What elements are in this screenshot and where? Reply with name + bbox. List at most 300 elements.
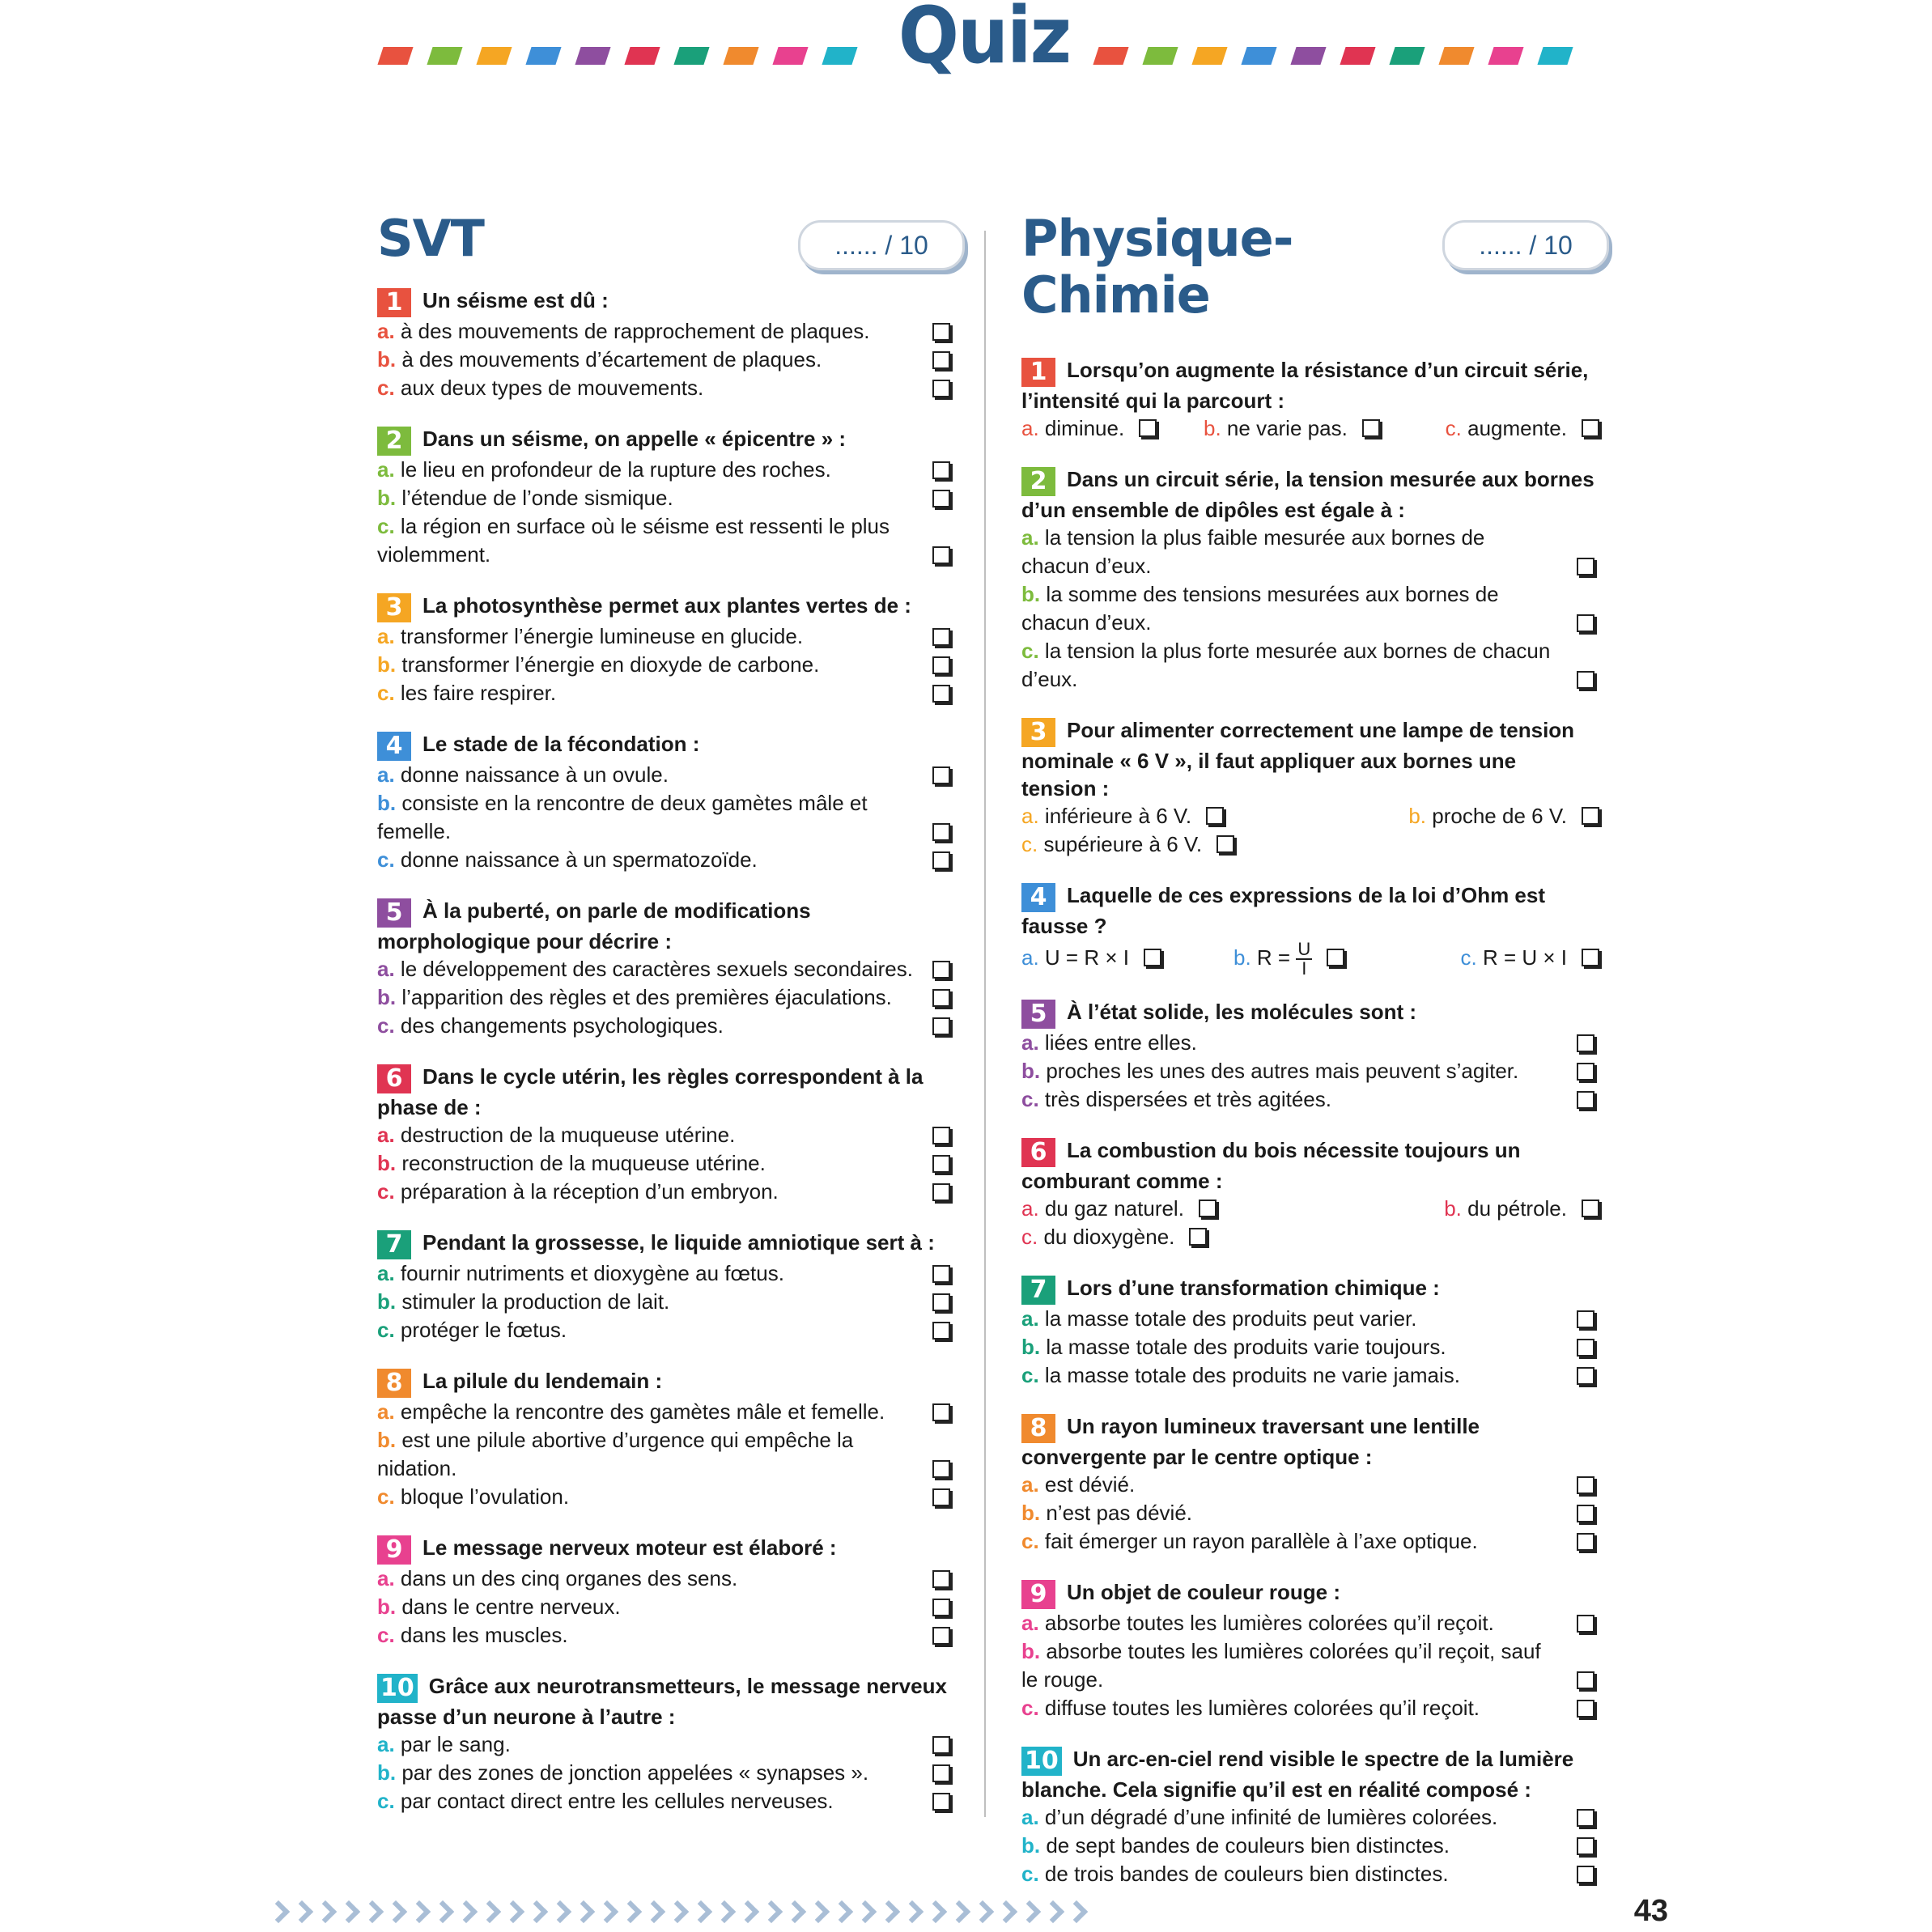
- chevron-right-icon: [716, 1900, 734, 1921]
- checkbox[interactable]: [1577, 1476, 1594, 1494]
- answer-text: de sept bandes de couleurs bien distinctes.: [1046, 1833, 1450, 1858]
- svt-question-7: [377, 1229, 952, 1344]
- answer-text: par contact direct entre les cellules nerveuses.: [400, 1789, 834, 1813]
- decorative-dash: [723, 47, 758, 65]
- question-text: Un arc-en-ciel rend visible le spectre de la lumière blanche. Cela signifie qu’il est en réalité composé :: [1021, 1747, 1574, 1802]
- answer-letter: a.: [377, 624, 395, 648]
- decorative-dash: [1488, 47, 1523, 65]
- decorative-dash: [1438, 47, 1474, 65]
- answer-option[interactable]: [377, 1621, 952, 1650]
- answer-option[interactable]: [1021, 1333, 1596, 1361]
- chevron-right-icon: [294, 1900, 312, 1921]
- answer-option[interactable]: [1021, 1860, 1596, 1888]
- answer-option[interactable]: [1021, 1085, 1596, 1114]
- checkbox[interactable]: [932, 1183, 950, 1201]
- checkbox[interactable]: [1139, 419, 1157, 437]
- checkbox[interactable]: [1582, 807, 1599, 825]
- answer-option[interactable]: [377, 651, 952, 679]
- answer-letter: c.: [377, 514, 395, 538]
- answer-letter: b.: [1021, 582, 1041, 606]
- answer-option[interactable]: [377, 1426, 952, 1483]
- answer-letter: a.: [377, 957, 395, 981]
- pc-question-5: [1021, 998, 1596, 1114]
- answer-option[interactable]: [377, 317, 952, 346]
- question-number-badge: 9: [1021, 1580, 1055, 1609]
- answer-option[interactable]: [377, 456, 952, 484]
- answer-letter: b.: [377, 347, 397, 372]
- answer-letter: a.: [1021, 1196, 1039, 1221]
- decorative-dash: [1537, 47, 1573, 65]
- answer-a[interactable]: [1021, 802, 1224, 830]
- answer-text: R =: [1256, 945, 1291, 970]
- checkbox[interactable]: [1577, 1091, 1594, 1109]
- checkbox[interactable]: [932, 1293, 950, 1311]
- answer-text: supérieure à 6 V.: [1043, 832, 1203, 856]
- decorative-dash: [1191, 47, 1227, 65]
- answer-option[interactable]: [1021, 580, 1596, 637]
- answer-option[interactable]: [1021, 637, 1596, 694]
- answer-option[interactable]: [377, 761, 952, 789]
- decorative-dash: [1290, 47, 1326, 65]
- decorative-dash: [1389, 47, 1425, 65]
- answer-option[interactable]: [1021, 1305, 1596, 1333]
- checkbox[interactable]: [932, 1403, 950, 1421]
- answer-letter: a.: [377, 1123, 395, 1147]
- svt-question-3: [377, 592, 952, 707]
- answer-text: fait émerger un rayon parallèle à l’axe optique.: [1044, 1529, 1478, 1553]
- answer-option[interactable]: [1021, 1803, 1596, 1832]
- decorative-dash: [377, 47, 413, 65]
- answer-text: dans un des cinq organes des sens.: [400, 1566, 738, 1590]
- answer-letter: a.: [1021, 525, 1039, 550]
- checkbox[interactable]: [1582, 1200, 1599, 1217]
- chevron-right-icon: [740, 1900, 758, 1921]
- answer-letter: b.: [377, 791, 397, 815]
- answer-a[interactable]: [1021, 940, 1161, 975]
- answer-option[interactable]: [377, 1012, 952, 1040]
- decorative-dashes-left: [380, 47, 855, 65]
- checkbox[interactable]: [932, 961, 950, 979]
- answer-letter: c.: [1021, 1225, 1038, 1249]
- answer-option[interactable]: [1021, 1527, 1596, 1556]
- answer-option[interactable]: [1021, 524, 1596, 580]
- checkbox[interactable]: [1577, 614, 1594, 632]
- pc-question-2: [1021, 465, 1596, 694]
- checkbox[interactable]: [932, 628, 950, 646]
- checkbox[interactable]: [932, 1017, 950, 1035]
- checkbox[interactable]: [932, 1627, 950, 1645]
- checkbox[interactable]: [932, 351, 950, 369]
- answer-option[interactable]: [377, 1288, 952, 1316]
- checkbox[interactable]: [932, 1155, 950, 1173]
- question-text: Dans un séisme, on appelle « épicentre » :: [422, 427, 847, 451]
- answer-option[interactable]: [377, 1149, 952, 1178]
- answer-option[interactable]: [377, 1259, 952, 1288]
- answer-text: consiste en la rencontre de deux gamètes mâle et femelle.: [377, 791, 868, 843]
- checkbox[interactable]: [932, 851, 950, 869]
- checkbox[interactable]: [932, 1793, 950, 1811]
- answer-letter: b.: [377, 652, 397, 677]
- answer-letter: a.: [377, 1566, 395, 1590]
- checkbox[interactable]: [1327, 949, 1344, 966]
- answer-letter: b.: [1021, 1501, 1041, 1525]
- svt-question-8: [377, 1367, 952, 1511]
- question-number-badge: 5: [1021, 1000, 1055, 1029]
- question-text: À l’état solide, les molécules sont :: [1067, 1000, 1417, 1024]
- checkbox[interactable]: [1206, 807, 1224, 825]
- answer-b[interactable]: [1408, 802, 1599, 830]
- answer-text: absorbe toutes les lumières colorées qu’il reçoit, sauf le rouge.: [1021, 1639, 1541, 1692]
- decorative-dash: [1093, 47, 1128, 65]
- question-text: Un objet de couleur rouge :: [1067, 1580, 1341, 1604]
- answer-text: donne naissance à un ovule.: [400, 762, 669, 787]
- answer-letter: a.: [377, 762, 395, 787]
- checkbox[interactable]: [1577, 1809, 1594, 1827]
- checkbox[interactable]: [1577, 1837, 1594, 1855]
- answer-option[interactable]: [377, 1178, 952, 1206]
- answer-letter: a.: [1021, 1805, 1039, 1829]
- answer-option[interactable]: [377, 484, 952, 512]
- checkbox[interactable]: [1577, 1034, 1594, 1052]
- answer-letter: b.: [1444, 1196, 1462, 1221]
- question-text: Le stade de la fécondation :: [422, 732, 700, 756]
- answer-text: diminue.: [1044, 416, 1125, 440]
- answer-letter: b.: [377, 1594, 397, 1619]
- answer-option[interactable]: [377, 622, 952, 651]
- answer-letter: c.: [1021, 1363, 1039, 1387]
- chevron-right-icon: [529, 1900, 546, 1921]
- answer-option[interactable]: [377, 1121, 952, 1149]
- answer-text: très dispersées et très agitées.: [1044, 1087, 1331, 1111]
- answer-text: protéger le fœtus.: [400, 1318, 567, 1342]
- answer-letter: c.: [377, 1484, 395, 1509]
- answer-text: liées entre elles.: [1044, 1030, 1197, 1055]
- checkbox[interactable]: [932, 685, 950, 703]
- answer-text: proche de 6 V.: [1432, 804, 1567, 828]
- checkbox[interactable]: [1577, 1310, 1594, 1328]
- pc-title: Physique-Chimie: [1021, 209, 1293, 325]
- answer-option[interactable]: [377, 1759, 952, 1787]
- question-number-badge: 8: [377, 1369, 411, 1398]
- answer-text: du dioxygène.: [1043, 1225, 1175, 1249]
- answer-letter: a.: [1021, 1472, 1039, 1497]
- answer-option[interactable]: [377, 983, 952, 1012]
- chevron-right-icon: [341, 1900, 359, 1921]
- pc-question-8: [1021, 1412, 1596, 1556]
- answer-text: transformer l’énergie en dioxyde de carbone.: [401, 652, 820, 677]
- answer-option[interactable]: [377, 1565, 952, 1593]
- svt-question-list: [377, 287, 952, 1815]
- checkbox[interactable]: [1189, 1228, 1207, 1246]
- checkbox[interactable]: [1577, 1063, 1594, 1081]
- answer-letter: b.: [377, 1151, 397, 1175]
- answer-option[interactable]: [1021, 1057, 1596, 1085]
- answer-option[interactable]: [377, 679, 952, 707]
- answer-a[interactable]: [1021, 1195, 1217, 1223]
- chevron-right-icon: [575, 1900, 593, 1921]
- question-text: Dans le cycle utérin, les règles correspondent à la phase de :: [377, 1064, 924, 1119]
- answer-option[interactable]: [377, 1316, 952, 1344]
- answer-letter: c.: [377, 847, 395, 872]
- answer-c[interactable]: [1021, 1223, 1207, 1251]
- checkbox[interactable]: [932, 766, 950, 784]
- fraction-numerator: U: [1297, 939, 1311, 960]
- answer-text: d’un dégradé d’une infinité de lumières colorées.: [1044, 1805, 1498, 1829]
- answer-text: la tension la plus forte mesurée aux bornes de chacun d’eux.: [1021, 639, 1551, 691]
- checkbox[interactable]: [932, 989, 950, 1007]
- page-title: Quiz: [898, 0, 1071, 81]
- pc-question-1: [1021, 356, 1596, 443]
- checkbox[interactable]: [1577, 1671, 1594, 1689]
- answer-letter: a.: [1021, 804, 1039, 828]
- chevron-right-icon: [974, 1900, 992, 1921]
- checkbox[interactable]: [932, 490, 950, 507]
- chevron-right-icon: [1021, 1900, 1039, 1921]
- answer-option[interactable]: [1021, 1029, 1596, 1057]
- answer-text: du pétrole.: [1467, 1196, 1567, 1221]
- answer-option[interactable]: [1021, 1361, 1596, 1390]
- answer-text: n’est pas dévié.: [1046, 1501, 1193, 1525]
- answer-text: transformer l’énergie lumineuse en glucide.: [400, 624, 804, 648]
- answer-letter: a.: [377, 1261, 395, 1285]
- pc-score-box: ...... / 10: [1442, 220, 1609, 270]
- answer-b[interactable]: [1444, 1195, 1599, 1223]
- checkbox[interactable]: [932, 1460, 950, 1478]
- page-number: 43: [1633, 1894, 1668, 1928]
- answer-letter: b.: [1021, 1833, 1041, 1858]
- answer-letter: c.: [1021, 1862, 1039, 1886]
- checkbox[interactable]: [932, 1736, 950, 1754]
- answer-option[interactable]: [1021, 1832, 1596, 1860]
- svt-question-1: [377, 287, 952, 402]
- chevron-right-icon: [458, 1900, 476, 1921]
- answer-text: de trois bandes de couleurs bien distinctes.: [1044, 1862, 1449, 1886]
- chevron-right-icon: [364, 1900, 382, 1921]
- answer-b[interactable]: [1234, 940, 1344, 978]
- chevron-right-icon: [482, 1900, 499, 1921]
- checkbox[interactable]: [932, 1322, 950, 1340]
- answer-option[interactable]: [1021, 1471, 1596, 1499]
- answer-text: stimuler la production de lait.: [401, 1289, 670, 1314]
- question-text: La pilule du lendemain :: [422, 1369, 663, 1393]
- checkbox[interactable]: [1577, 1615, 1594, 1633]
- chevron-right-icon: [411, 1900, 429, 1921]
- answer-text: aux deux types de mouvements.: [400, 376, 704, 400]
- answer-letter: a.: [377, 319, 395, 343]
- answer-option[interactable]: [377, 1593, 952, 1621]
- question-number-badge: 4: [377, 732, 411, 761]
- checkbox[interactable]: [1362, 419, 1380, 437]
- question-text: Lorsqu’on augmente la résistance d’un circuit série, l’intensité qui la parcourt :: [1021, 358, 1589, 413]
- svt-question-6: [377, 1063, 952, 1206]
- answer-letter: c.: [377, 681, 395, 705]
- answer-letter: b.: [1021, 1335, 1041, 1359]
- question-text: Pour alimenter correctement une lampe de tension nominale « 6 V », il faut appliquer aux bornes une tension :: [1021, 718, 1575, 800]
- pc-question-list: [1021, 356, 1596, 1888]
- answer-c[interactable]: [1446, 414, 1599, 443]
- answer-letter: b.: [377, 486, 397, 510]
- checkbox[interactable]: [932, 1599, 950, 1616]
- answer-letter: a.: [1021, 1611, 1039, 1635]
- answer-text: absorbe toutes les lumières colorées qu’il reçoit.: [1044, 1611, 1494, 1635]
- answer-letter: a.: [1021, 1030, 1039, 1055]
- question-number-badge: 2: [1021, 467, 1055, 496]
- answer-option[interactable]: [1021, 1637, 1596, 1694]
- pc-section: [1021, 210, 1596, 1911]
- answer-option[interactable]: [377, 955, 952, 983]
- question-number-badge: 3: [377, 593, 411, 622]
- question-text: Pendant la grossesse, le liquide amniotique sert à :: [422, 1230, 935, 1255]
- chevron-right-icon: [810, 1900, 828, 1921]
- decorative-dash: [525, 47, 561, 65]
- checkbox[interactable]: [932, 1764, 950, 1782]
- checkbox[interactable]: [932, 823, 950, 841]
- chevron-right-icon: [669, 1900, 687, 1921]
- checkbox[interactable]: [932, 656, 950, 674]
- question-text: La photosynthèse permet aux plantes vertes de :: [422, 593, 911, 618]
- answer-letter: b.: [1234, 945, 1251, 970]
- checkbox[interactable]: [932, 1488, 950, 1506]
- answer-letter: a.: [1021, 416, 1039, 440]
- checkbox[interactable]: [1577, 1866, 1594, 1883]
- question-number-badge: 7: [377, 1230, 411, 1259]
- answer-option[interactable]: [377, 512, 952, 569]
- answer-letter: b.: [1021, 1639, 1041, 1663]
- chevron-right-icon: [951, 1900, 969, 1921]
- answer-text: est une pilule abortive d’urgence qui empêche la nidation.: [377, 1428, 854, 1480]
- answer-option[interactable]: [377, 346, 952, 374]
- decorative-dashes-right: [1096, 47, 1570, 65]
- checkbox[interactable]: [1577, 1367, 1594, 1385]
- answer-text: la somme des tensions mesurées aux bornes de chacun d’eux.: [1021, 582, 1499, 635]
- question-text: Lors d’une transformation chimique :: [1067, 1276, 1440, 1300]
- checkbox[interactable]: [1577, 1533, 1594, 1551]
- answer-text: inférieure à 6 V.: [1044, 804, 1192, 828]
- question-number-badge: 8: [1021, 1414, 1055, 1443]
- svt-question-4: [377, 730, 952, 874]
- checkbox[interactable]: [932, 1127, 950, 1144]
- checkbox[interactable]: [932, 380, 950, 397]
- checkbox[interactable]: [1217, 835, 1234, 853]
- answer-c[interactable]: [1460, 940, 1599, 975]
- svt-section: [377, 210, 952, 1838]
- answer-option[interactable]: [377, 1787, 952, 1815]
- question-text: Un rayon lumineux traversant une lentille convergente par le centre optique :: [1021, 1414, 1480, 1469]
- answer-text: augmente.: [1467, 416, 1567, 440]
- checkbox[interactable]: [932, 323, 950, 341]
- question-number-badge: 3: [1021, 718, 1055, 747]
- checkbox[interactable]: [1577, 671, 1594, 689]
- answer-letter: b.: [1021, 1059, 1041, 1083]
- chevron-right-icon: [435, 1900, 452, 1921]
- checkbox[interactable]: [1582, 949, 1599, 966]
- answer-text: la masse totale des produits varie toujours.: [1046, 1335, 1446, 1359]
- answer-letter: c.: [1021, 639, 1039, 663]
- answer-text: reconstruction de la muqueuse utérine.: [401, 1151, 766, 1175]
- footer-chevrons: [270, 1900, 1086, 1921]
- checkbox[interactable]: [932, 546, 950, 564]
- question-number-badge: 10: [1021, 1747, 1062, 1776]
- answer-letter: b.: [377, 1760, 397, 1785]
- pc-question-3: [1021, 716, 1596, 859]
- answer-letter: c.: [1021, 1529, 1039, 1553]
- question-number-badge: 2: [377, 427, 411, 456]
- checkbox[interactable]: [1577, 1505, 1594, 1522]
- answer-text: la masse totale des produits peut varier.: [1044, 1306, 1417, 1331]
- answer-option[interactable]: [1021, 1499, 1596, 1527]
- question-text: À la puberté, on parle de modifications morphologique pour décrire :: [377, 898, 811, 953]
- answer-option[interactable]: [1021, 1694, 1596, 1722]
- chevron-right-icon: [763, 1900, 781, 1921]
- answer-letter: c.: [1021, 1696, 1039, 1720]
- answer-letter: c.: [377, 1623, 395, 1647]
- answer-text: dans les muscles.: [400, 1623, 568, 1647]
- answer-text: la tension la plus faible mesurée aux bornes de chacun d’eux.: [1021, 525, 1485, 578]
- svt-question-5: [377, 897, 952, 1040]
- answer-letter: c.: [377, 1013, 395, 1038]
- chevron-right-icon: [693, 1900, 711, 1921]
- answer-letter: c.: [1021, 1087, 1039, 1111]
- checkbox[interactable]: [1199, 1200, 1217, 1217]
- checkbox[interactable]: [1577, 558, 1594, 575]
- question-number-badge: 4: [1021, 883, 1055, 912]
- answer-text: le développement des caractères sexuels secondaires.: [400, 957, 913, 981]
- question-number-badge: 6: [1021, 1138, 1055, 1167]
- answer-option[interactable]: [377, 1483, 952, 1511]
- chevron-right-icon: [857, 1900, 875, 1921]
- answer-text: par le sang.: [400, 1732, 511, 1756]
- answer-text: empêche la rencontre des gamètes mâle et femelle.: [400, 1399, 885, 1424]
- pc-question-7: [1021, 1274, 1596, 1390]
- checkbox[interactable]: [932, 1265, 950, 1283]
- answer-letter: c.: [1021, 832, 1038, 856]
- chevron-right-icon: [505, 1900, 523, 1921]
- answer-text: est dévié.: [1044, 1472, 1136, 1497]
- answer-option[interactable]: [377, 374, 952, 402]
- fraction-denominator: I: [1301, 958, 1307, 979]
- svt-question-9: [377, 1534, 952, 1650]
- question-text: Le message nerveux moteur est élaboré :: [422, 1535, 837, 1560]
- checkbox[interactable]: [1144, 949, 1161, 966]
- chevron-right-icon: [998, 1900, 1016, 1921]
- checkbox[interactable]: [1577, 1339, 1594, 1357]
- answer-option[interactable]: [1021, 1609, 1596, 1637]
- checkbox[interactable]: [1577, 1700, 1594, 1718]
- chevron-right-icon: [904, 1900, 922, 1921]
- chevron-right-icon: [646, 1900, 664, 1921]
- answer-text: du gaz naturel.: [1044, 1196, 1184, 1221]
- answer-text: destruction de la muqueuse utérine.: [400, 1123, 736, 1147]
- answer-letter: a.: [1021, 1306, 1039, 1331]
- checkbox[interactable]: [1582, 419, 1599, 437]
- answer-a[interactable]: [1021, 414, 1157, 443]
- checkbox[interactable]: [932, 1570, 950, 1588]
- answer-option[interactable]: [377, 846, 952, 874]
- chevron-right-icon: [1068, 1900, 1086, 1921]
- answer-letter: c.: [1460, 945, 1477, 970]
- pc-question-4: [1021, 881, 1596, 979]
- checkbox[interactable]: [932, 461, 950, 479]
- answer-text: la région en surface où le séisme est ressenti le plus violemment.: [377, 514, 890, 567]
- answer-c[interactable]: [1021, 830, 1234, 859]
- answer-b[interactable]: [1204, 414, 1380, 443]
- answer-letter: c.: [377, 1318, 395, 1342]
- answer-option[interactable]: [377, 789, 952, 846]
- answer-option[interactable]: [377, 1398, 952, 1426]
- answer-text: la masse totale des produits ne varie jamais.: [1044, 1363, 1460, 1387]
- answer-option[interactable]: [377, 1730, 952, 1759]
- decorative-dash: [1142, 47, 1178, 65]
